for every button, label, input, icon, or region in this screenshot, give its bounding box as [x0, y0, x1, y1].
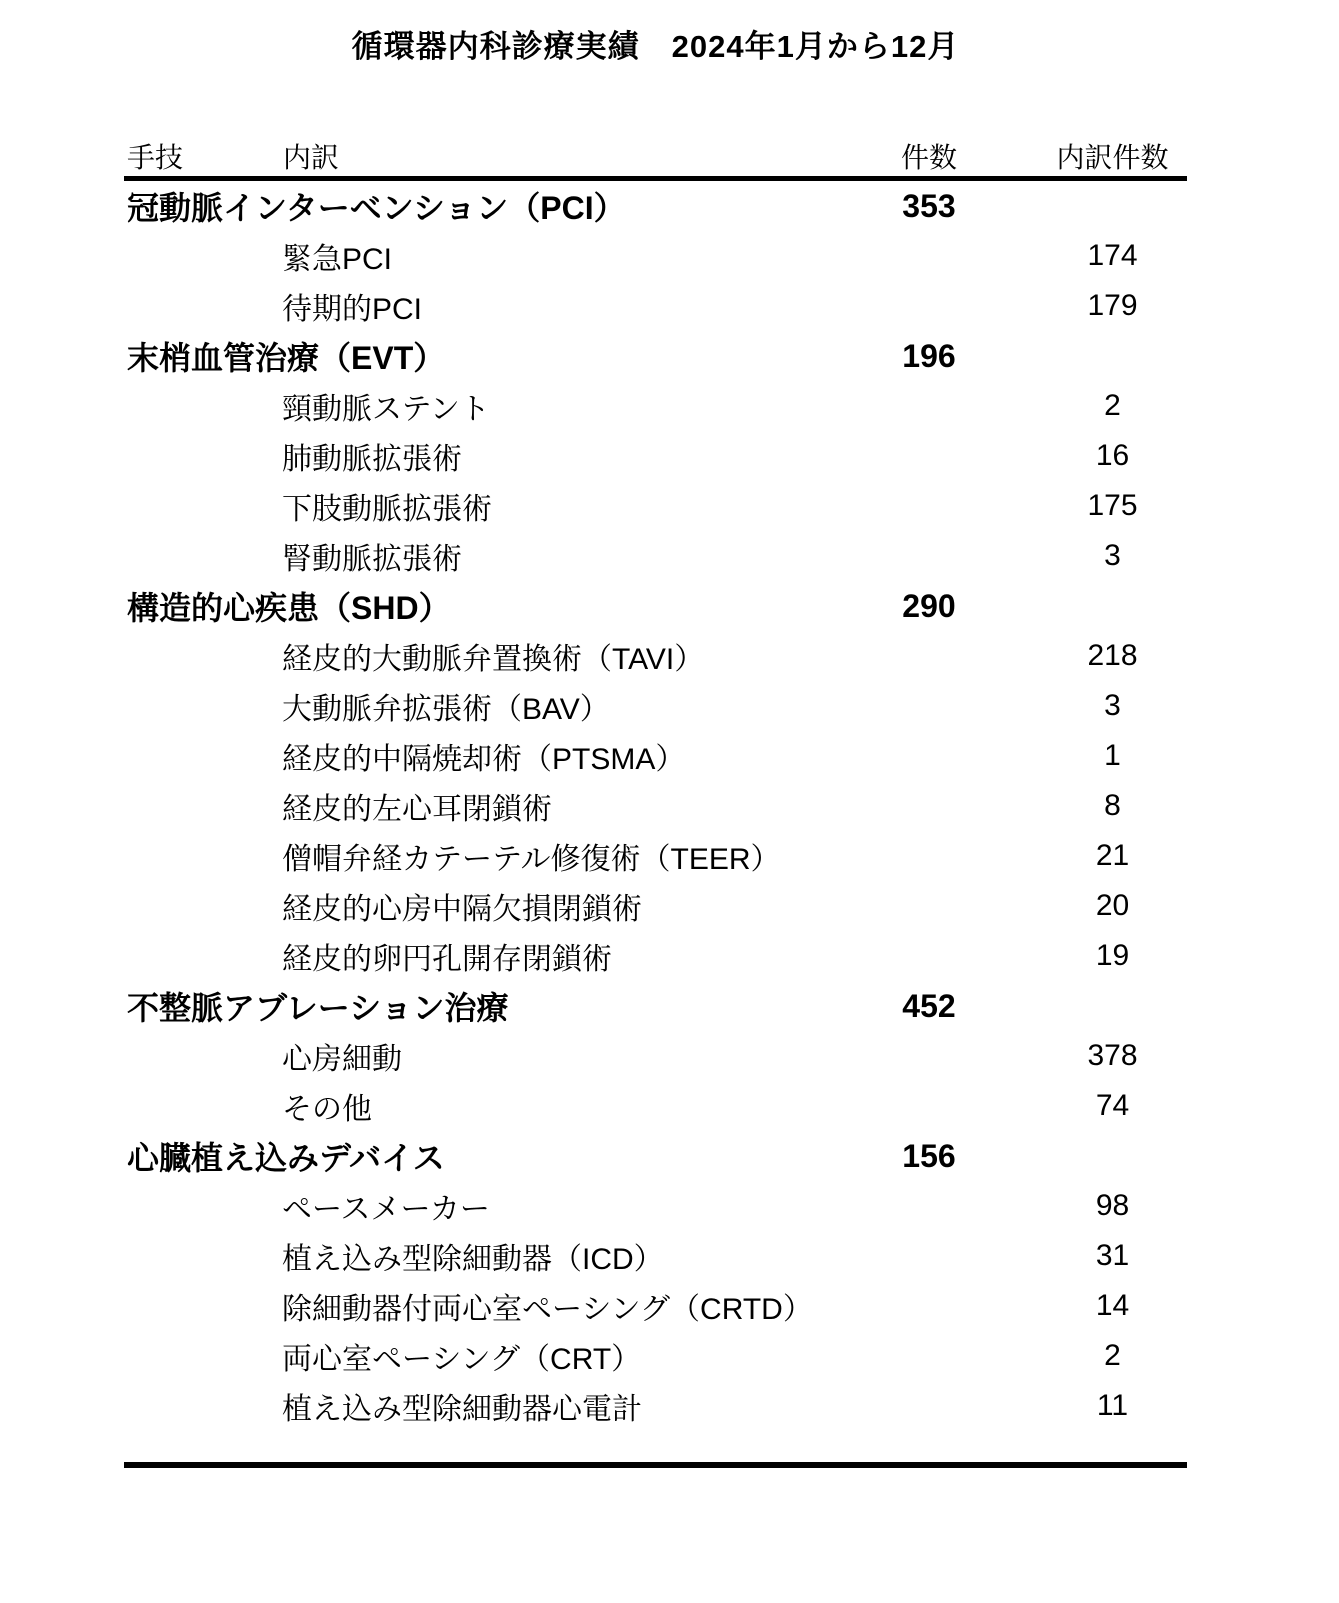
item-label: 大動脈弁拡張術（BAV）: [282, 693, 610, 726]
item-label: 経皮的心房中隔欠損閉鎖術: [282, 893, 642, 926]
item-label: 頸動脈ステント: [282, 393, 490, 426]
item-row: [124, 481, 1187, 531]
category-count: 353: [902, 187, 956, 224]
item-breakdown-count: 179: [1087, 289, 1138, 322]
item-breakdown-count: 2: [1104, 389, 1121, 422]
category-row: [124, 1131, 1187, 1181]
category-label: 心臓植え込みデバイス: [127, 1140, 445, 1176]
statistics-table: [124, 135, 1187, 1468]
item-row: [124, 281, 1187, 331]
item-row: [124, 231, 1187, 281]
item-label: 僧帽弁経カテーテル修復術（TEER）: [282, 843, 781, 876]
item-breakdown-count: 31: [1095, 1239, 1130, 1272]
category-count: 196: [902, 337, 956, 374]
item-breakdown-count: 218: [1087, 639, 1138, 672]
category-count: 290: [902, 587, 956, 624]
category-label: 冠動脈インターベンション（PCI）: [127, 190, 626, 226]
item-breakdown-count: 11: [1096, 1389, 1129, 1422]
item-label: 経皮的大動脈弁置換術（TAVI）: [282, 643, 705, 676]
item-row: [124, 781, 1187, 831]
category-row: [124, 981, 1187, 1031]
item-breakdown-count: 74: [1095, 1089, 1130, 1122]
item-row: [124, 831, 1187, 881]
header-label-group: [124, 136, 854, 176]
item-row: [124, 631, 1187, 681]
item-row: [124, 1281, 1187, 1331]
table-header-row: [124, 135, 1187, 181]
page-title: 循環器内科診療実績 2024年1月から12月: [351, 29, 960, 64]
category-row: [124, 331, 1187, 381]
item-row: [124, 1181, 1187, 1231]
item-label: 植え込み型除細動器（ICD）: [282, 1243, 664, 1276]
item-label: 肺動脈拡張術: [282, 443, 462, 476]
category-label: 不整脈アブレーション治療: [127, 990, 509, 1026]
item-row: [124, 681, 1187, 731]
item-breakdown-count: 14: [1095, 1289, 1130, 1322]
item-row: [124, 381, 1187, 431]
header-breakdown-count: 内訳件数: [1056, 141, 1169, 173]
item-label: その他: [282, 1093, 372, 1126]
item-label: ペースメーカー: [282, 1193, 490, 1226]
item-label: 除細動器付両心室ペーシング（CRTD）: [282, 1293, 813, 1326]
item-label: 両心室ペーシング（CRT）: [282, 1343, 642, 1376]
category-label: 末梢血管治療（EVT）: [127, 340, 446, 376]
item-row: [124, 731, 1187, 781]
item-label: 待期的PCI: [282, 293, 423, 326]
item-row: [124, 1331, 1187, 1381]
item-row: [124, 1031, 1187, 1081]
header-breakdown: 内訳: [283, 141, 340, 173]
header-count: 件数: [900, 141, 957, 173]
item-breakdown-count: 2: [1104, 1339, 1121, 1372]
item-breakdown-count: 98: [1095, 1189, 1130, 1222]
category-row: [124, 181, 1187, 231]
item-breakdown-count: 21: [1095, 839, 1130, 872]
item-label: 経皮的左心耳閉鎖術: [282, 793, 552, 826]
item-row: [124, 881, 1187, 931]
category-count: 452: [902, 987, 956, 1024]
item-row: [124, 431, 1187, 481]
item-label: 腎動脈拡張術: [282, 543, 462, 576]
category-label: 構造的心疾患（SHD）: [127, 590, 451, 626]
category-row: [124, 581, 1187, 631]
item-breakdown-count: 174: [1087, 239, 1138, 272]
item-breakdown-count: 1: [1104, 739, 1121, 772]
document-page: [124, 0, 1187, 1468]
item-row: [124, 931, 1187, 981]
item-label: 経皮的卵円孔開存閉鎖術: [282, 943, 612, 976]
item-label: 下肢動脈拡張術: [282, 493, 492, 526]
item-breakdown-count: 175: [1087, 489, 1138, 522]
item-breakdown-count: 19: [1095, 939, 1130, 972]
item-row: [124, 531, 1187, 581]
item-breakdown-count: 3: [1104, 689, 1121, 722]
table-body: [124, 181, 1187, 1468]
item-label: 植え込み型除細動器心電計: [282, 1393, 642, 1426]
item-row: [124, 1081, 1187, 1131]
item-row: [124, 1231, 1187, 1281]
item-breakdown-count: 20: [1095, 889, 1130, 922]
item-breakdown-count: 3: [1104, 539, 1121, 572]
item-label: 緊急PCI: [282, 243, 393, 276]
item-label: 心房細動: [282, 1043, 402, 1076]
item-row: [124, 1381, 1187, 1431]
item-breakdown-count: 8: [1104, 789, 1121, 822]
item-label: 経皮的中隔焼却術（PTSMA）: [282, 743, 686, 776]
item-breakdown-count: 378: [1087, 1039, 1138, 1072]
category-count: 156: [902, 1137, 956, 1174]
header-procedure: 手技: [127, 141, 184, 173]
item-breakdown-count: 16: [1095, 439, 1130, 472]
